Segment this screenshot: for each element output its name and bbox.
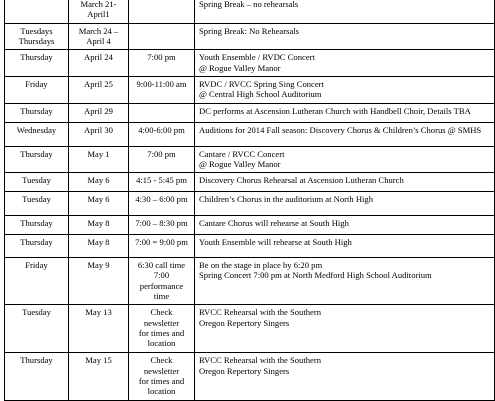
time-cell [129,103,195,122]
event-cell [195,235,495,258]
event-text: DC performs at Ascension Lutheran Church with Handbell Choir, Details TBA [199,105,471,116]
event-text: @ Rogue Valley Manor [199,62,281,73]
day-cell [5,146,69,173]
event-cell [195,173,495,192]
date-text: May 8 [87,237,110,248]
table-row [5,0,495,23]
date-text: May 1 [87,148,110,159]
event-text: Oregon Repertory Singers [199,317,290,328]
event-cell [195,23,495,50]
time-text: location [147,338,176,349]
event-text: Be on the stage in place by 6:20 pm [199,260,323,271]
day-text: Thursday [20,237,53,248]
table-row [5,192,495,216]
table-row [5,258,495,305]
day-cell [5,122,69,146]
time-cell [129,173,195,192]
time-cell [129,50,195,77]
date-text: March 21- [80,0,117,9]
event-cell [195,258,495,305]
time-text: 7:00 – 8:30 pm [135,218,188,229]
day-cell [5,235,69,258]
event-cell [195,305,495,353]
date-cell [69,305,129,353]
date-cell [69,76,129,103]
day-cell [5,23,69,50]
date-text: April 29 [84,105,113,116]
event-text: Discovery Chorus Rehearsal at Ascension Lutheran Church [199,175,404,186]
event-text: Cantare Chorus will rehearse at South High [199,218,349,229]
event-text: Youth Ensemble / RVDC Concert [199,52,315,63]
time-text: 4:15 - 5:45 pm [136,175,187,186]
date-text: April 24 [84,52,113,63]
table-row [5,76,495,103]
time-text: for times and [138,328,185,338]
event-cell [195,50,495,77]
time-cell [129,0,195,23]
table-row [5,216,495,235]
event-cell [195,122,495,146]
event-text: Spring Concert 7:00 pm at North Medford High School Auditorium [199,270,432,281]
schedule-table [4,0,495,401]
time-cell [129,216,195,235]
date-text: May 6 [87,194,110,205]
event-text: RVCC Rehearsal with the Southern [199,355,321,366]
day-cell [5,216,69,235]
event-text: RVDC / RVCC Spring Sing Concert [199,78,324,89]
date-text: May 6 [87,175,110,186]
day-text: Thursday [20,52,53,63]
time-text: 7:00 = 9:00 pm [135,237,188,248]
event-text: @ Rogue Valley Manor [199,158,281,169]
time-text: 7:00 pm [147,148,176,159]
day-text: Thursday [20,148,53,159]
table-row [5,235,495,258]
date-cell [69,216,129,235]
time-text: time [153,291,170,302]
date-text: May 8 [87,218,110,229]
event-text: @ Central High School Auditorium [199,89,322,100]
date-text: March 24 – [78,25,119,36]
time-cell [129,76,195,103]
day-cell [5,258,69,305]
event-cell [195,146,495,173]
time-text: newsletter [143,317,180,328]
date-cell [69,146,129,173]
date-cell [69,258,129,305]
day-text: Friday [25,260,48,271]
time-text: 4:30 – 6:00 pm [135,194,188,205]
date-cell [69,0,129,23]
day-cell [5,353,69,401]
time-text: newsletter [143,365,180,376]
event-cell [195,0,495,23]
date-cell [69,50,129,77]
event-text: Spring Break – no rehearsals [199,0,299,9]
time-text: for times and [138,376,185,386]
event-text: Auditions for 2014 Fall season: Discovery Chorus & Children’s Chorus @ SMHS [199,124,482,135]
schedule-body [5,0,495,401]
date-cell [69,353,129,401]
day-text: Thursday [20,105,53,116]
date-text: April 25 [84,78,113,89]
time-text: Check [150,355,173,366]
event-text: Children’s Chorus in the auditorium at North High [199,194,374,205]
day-cell [5,76,69,103]
table-row [5,305,495,353]
event-text: RVCC Rehearsal with the Southern [199,307,321,318]
event-cell [195,192,495,216]
date-cell [69,235,129,258]
date-cell [69,173,129,192]
table-row [5,23,495,50]
time-text: 7:00 pm [147,52,176,63]
time-cell [129,146,195,173]
table-row [5,173,495,192]
date-text: May 9 [87,260,110,271]
time-text: Check [150,307,173,318]
event-cell [195,76,495,103]
day-text: Tuesday [22,175,51,186]
day-cell [5,173,69,192]
day-cell [5,0,69,23]
date-cell [69,122,129,146]
time-text: 9:00-11:00 am [136,78,187,89]
time-text: 7:00 [153,270,170,281]
day-text: Thursdays [18,35,55,46]
day-cell [5,103,69,122]
event-cell [195,103,495,122]
table-row [5,50,495,77]
time-text: performance [139,280,184,291]
event-text: Oregon Repertory Singers [199,365,290,376]
date-text: April 30 [84,124,113,135]
day-text: Tuesdays [20,25,53,36]
date-text: May 13 [85,307,112,318]
event-text: Cantare / RVCC Concert [199,148,285,159]
time-cell [129,305,195,353]
time-cell [129,192,195,216]
day-text: Friday [25,78,48,89]
day-text: Thursday [20,355,53,366]
time-cell [129,258,195,305]
table-row [5,103,495,122]
event-cell [195,216,495,235]
table-row [5,353,495,401]
day-cell [5,50,69,77]
event-text: Youth Ensemble will rehearse at South High [199,237,352,248]
time-text: location [147,386,176,397]
day-cell [5,192,69,216]
date-cell [69,103,129,122]
day-text: Tuesday [22,194,51,205]
table-row [5,122,495,146]
table-row [5,146,495,173]
date-text: April1 [87,9,110,20]
event-cell [195,353,495,401]
day-text: Tuesday [22,307,51,318]
day-cell [5,305,69,353]
time-text: 6:30 call time [137,260,186,271]
event-text: Spring Break: No Rehearsals [199,25,299,36]
time-cell [129,235,195,258]
time-cell [129,353,195,401]
date-cell [69,192,129,216]
date-cell [69,23,129,50]
time-cell [129,122,195,146]
day-text: Wednesday [16,124,57,135]
time-cell [129,23,195,50]
date-text: May 15 [85,355,112,366]
time-text: 4:00-6:00 pm [138,124,185,135]
day-text: Thursday [20,218,53,229]
date-text: April 4 [86,35,111,46]
